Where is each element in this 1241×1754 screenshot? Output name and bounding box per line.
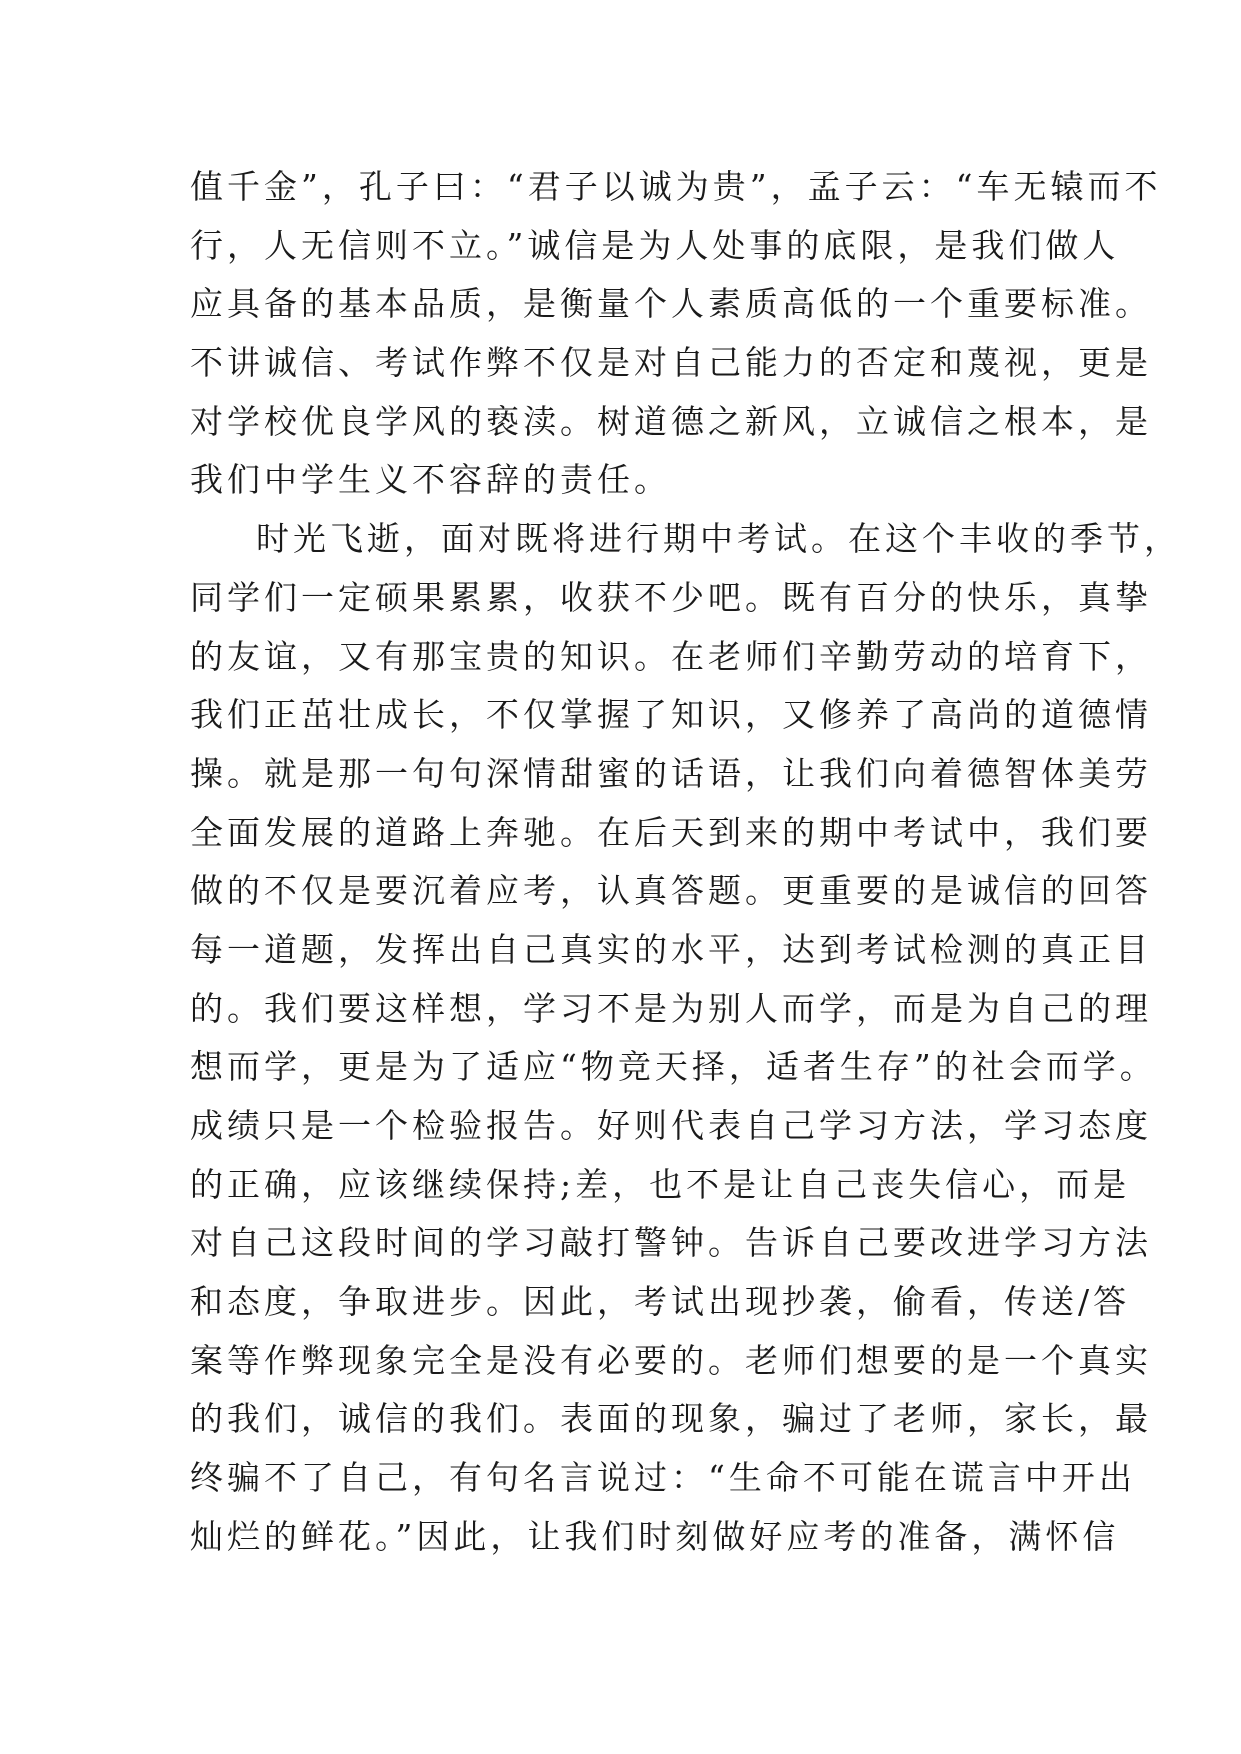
text-line: 的正确，应该继续保持;差，也不是让自己丧失信心，而是 [190, 1164, 1131, 1204]
text-line: 的友谊，又有那宝贵的知识。在老师们辛勤劳动的培育下， [190, 636, 1152, 676]
text-line: 不讲诚信、考试作弊不仅是对自己能力的否定和蔑视，更是 [190, 343, 1152, 383]
text-line: 我们中学生义不容辞的责任。 [190, 460, 671, 500]
paragraph-2 [190, 510, 1181, 1566]
paragraph-1 [190, 158, 1162, 510]
text-line: 成绩只是一个检验报告。好则代表自己学习方法，学习态度 [190, 1106, 1152, 1145]
text-line: 对自己这段时间的学习敲打警钟。告诉自己要改进学习方法 [190, 1223, 1152, 1263]
text-line: 终骗不了自己，有句名言说过：“生命不可能在谎言中开出 [190, 1458, 1136, 1498]
text-line: 灿烂的鲜花。”因此，让我们时刻做好应考的准备，满怀信 [190, 1516, 1120, 1556]
document-body [190, 158, 1181, 1567]
text-line: 做的不仅是要沉着应考，认真答题。更重要的是诚信的回答 [190, 871, 1152, 911]
text-line: 值千金”，孔子曰：“君子以诚为贵”，孟子云：“车无辕而不 [190, 167, 1162, 206]
text-line: 应具备的基本品质，是衡量个人素质高低的一个重要标准。 [190, 284, 1152, 324]
text-line: 每一道题，发挥出自己真实的水平，达到考试检测的真正目 [190, 929, 1152, 969]
text-line: 同学们一定硕果累累，收获不少吧。既有百分的快乐，真挚 [190, 577, 1152, 617]
text-line: 的。我们要这样想，学习不是为别人而学，而是为自己的理 [190, 988, 1152, 1028]
text-line: 全面发展的道路上奔驰。在后天到来的期中考试中，我们要 [190, 812, 1152, 852]
text-line: 案等作弊现象完全是没有必要的。老师们想要的是一个真实 [190, 1340, 1152, 1380]
text-line: 操。就是那一句句深情甜蜜的话语，让我们向着德智体美劳 [190, 753, 1152, 793]
text-line: 想而学，更是为了适应“物竞天择，适者生存”的社会而学。 [190, 1047, 1157, 1087]
text-line: 我们正茁壮成长，不仅掌握了知识，又修养了高尚的道德情 [190, 695, 1152, 735]
text-line: 时光飞逝，面对既将进行期中考试。在这个丰收的季节， [256, 519, 1181, 559]
text-line: 的我们，诚信的我们。表面的现象，骗过了老师，家长，最 [190, 1399, 1152, 1439]
text-line: 行，人无信则不立。”诚信是为人处事的底限，是我们做人 [190, 225, 1120, 265]
text-line: 对学校优良学风的亵渎。树道德之新风，立诚信之根本，是 [190, 401, 1152, 441]
text-line: 和态度，争取进步。因此，考试出现抄袭，偷看，传送/答 [190, 1282, 1131, 1322]
